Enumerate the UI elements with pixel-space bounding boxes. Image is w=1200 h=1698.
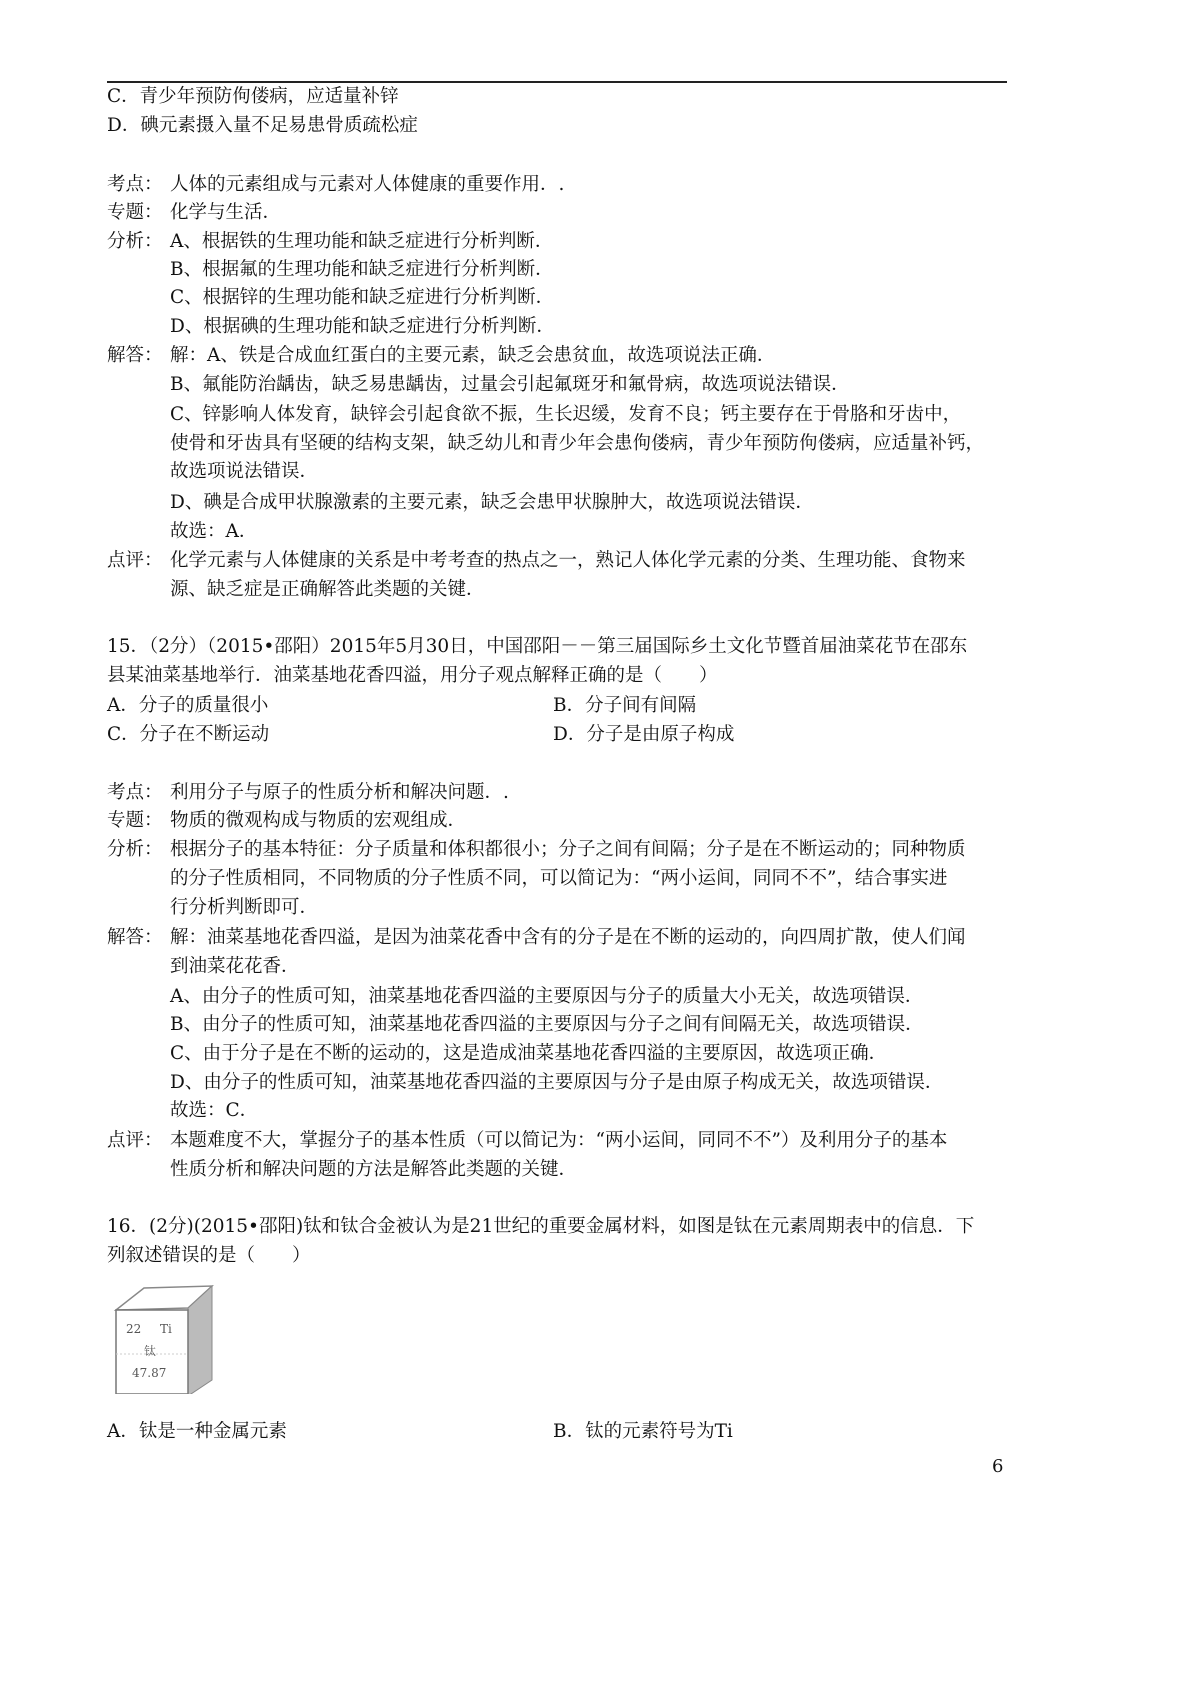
text-line: D．碘元素摄入量不足易患骨质疏松症 <box>107 115 418 136</box>
text-line: 故选：A． <box>170 521 258 542</box>
header-rule <box>107 81 1007 83</box>
text-line: D、由分子的性质可知，油菜基地花香四溢的主要原因与分子是由原子构成无关，故选项错误． <box>170 1072 944 1093</box>
section-label: 专题： <box>107 810 163 831</box>
text-line: 根据分子的基本特征：分子质量和体积都很小；分子之间有间隔；分子是在不断运动的；同种物质 <box>170 839 966 860</box>
answer-option: B．分子间有间隔 <box>553 695 697 716</box>
section-label: 考点： <box>107 174 163 195</box>
element-symbol: Ti <box>160 1322 172 1336</box>
answer-option: A．钛是一种金属元素 <box>107 1421 287 1442</box>
text-line: 解：A、铁是合成血红蛋白的主要元素，缺乏会患贫血，故选项说法正确． <box>170 345 776 366</box>
section-label: 点评： <box>107 1130 163 1151</box>
text-line: 化学与生活． <box>170 202 282 223</box>
text-line: 县某油菜基地举行．油菜基地花香四溢，用分子观点解释正确的是（ ） <box>107 665 718 686</box>
section-label: 分析： <box>107 839 163 860</box>
text-line: 解：油菜基地花香四溢，是因为油菜花香中含有的分子是在不断的运动的，向四周扩散，使人们闻 <box>170 927 966 948</box>
text-line: B、根据氟的生理功能和缺乏症进行分析判断． <box>170 259 554 280</box>
atomic-mass: 47.87 <box>132 1366 167 1380</box>
text-line: 源、缺乏症是正确解答此类题的关键． <box>170 579 485 600</box>
answer-option: D．分子是由原子构成 <box>553 724 735 745</box>
text-line: C、锌影响人体发育，缺锌会引起食欲不振，生长迟缓，发育不良；钙主要存在于骨胳和牙齿中， <box>170 404 962 425</box>
text-line: 行分析判断即可． <box>170 897 319 918</box>
text-line: 故选项说法错误． <box>170 461 319 482</box>
atomic-number: 22 <box>126 1322 142 1336</box>
text-line: 15．（2分）（2015•邵阳）2015年5月30日，中国邵阳－－第三届国际乡土文化节暨首届油菜花节在邵东 <box>107 636 968 657</box>
text-line: A、由分子的性质可知，油菜基地花香四溢的主要原因与分子的质量大小无关，故选项错误． <box>170 986 924 1007</box>
text-line: 列叙述错误的是（ ） <box>107 1245 311 1266</box>
text-line: C、由于分子是在不断的运动的，这是造成油菜基地花香四溢的主要原因，故选项正确． <box>170 1043 888 1064</box>
section-label: 专题： <box>107 202 163 223</box>
text-line: A、根据铁的生理功能和缺乏症进行分析判断． <box>170 231 554 252</box>
page-number: 6 <box>992 1456 1004 1477</box>
text-line: 16．(2分)(2015•邵阳)钛和钛合金被认为是21世纪的重要金属材料，如图是钛在元素周期表中的信息．下 <box>107 1216 975 1237</box>
text-line: 故选：C． <box>170 1100 259 1121</box>
section-label: 解答： <box>107 927 163 948</box>
text-line: C．青少年预防佝偻病，应适量补锌 <box>107 86 399 107</box>
text-line: 到油菜花花香． <box>170 956 300 977</box>
text-line: B、氟能防治龋齿，缺乏易患龋齿，过量会引起氟斑牙和氟骨病，故选项说法错误． <box>170 374 850 395</box>
section-label: 分析： <box>107 231 163 252</box>
text-line: 人体的元素组成与元素对人体健康的重要作用．. <box>170 174 565 195</box>
text-line: 化学元素与人体健康的关系是中考考查的热点之一，熟记人体化学元素的分类、生理功能、食物来 <box>170 550 966 571</box>
answer-option: B．钛的元素符号为Ti <box>553 1421 733 1442</box>
section-label: 考点： <box>107 782 163 803</box>
section-label: 解答： <box>107 345 163 366</box>
text-line: 的分子性质相同，不同物质的分子性质不同，可以简记为：“两小运间，同同不不”，结合事实进 <box>170 868 948 889</box>
text-line: 物质的微观构成与物质的宏观组成． <box>170 810 467 831</box>
text-line: 性质分析和解决问题的方法是解答此类题的关键． <box>170 1159 578 1180</box>
titanium-element-card-figure <box>108 1284 218 1394</box>
text-line: C、根据锌的生理功能和缺乏症进行分析判断． <box>170 287 555 308</box>
section-label: 点评： <box>107 550 163 571</box>
element-name: 钛 <box>144 1344 157 1358</box>
text-line: B、由分子的性质可知，油菜基地花香四溢的主要原因与分子之间有间隔无关，故选项错误． <box>170 1014 924 1035</box>
answer-option: C．分子在不断运动 <box>107 724 270 745</box>
text-line: D、碘是合成甲状腺激素的主要元素，缺乏会患甲状腺肿大，故选项说法错误． <box>170 492 814 513</box>
text-line: 使骨和牙齿具有坚硬的结构支架，缺乏幼儿和青少年会患佝偻病，青少年预防佝偻病，应适量补钙， <box>170 433 985 454</box>
text-line: 本题难度不大，掌握分子的基本性质（可以简记为：“两小运间，同同不不”）及利用分子的基本 <box>170 1130 948 1151</box>
text-line: D、根据碘的生理功能和缺乏症进行分析判断． <box>170 316 555 337</box>
text-line: 利用分子与原子的性质分析和解决问题．. <box>170 782 509 803</box>
answer-option: A．分子的质量很小 <box>107 695 269 716</box>
